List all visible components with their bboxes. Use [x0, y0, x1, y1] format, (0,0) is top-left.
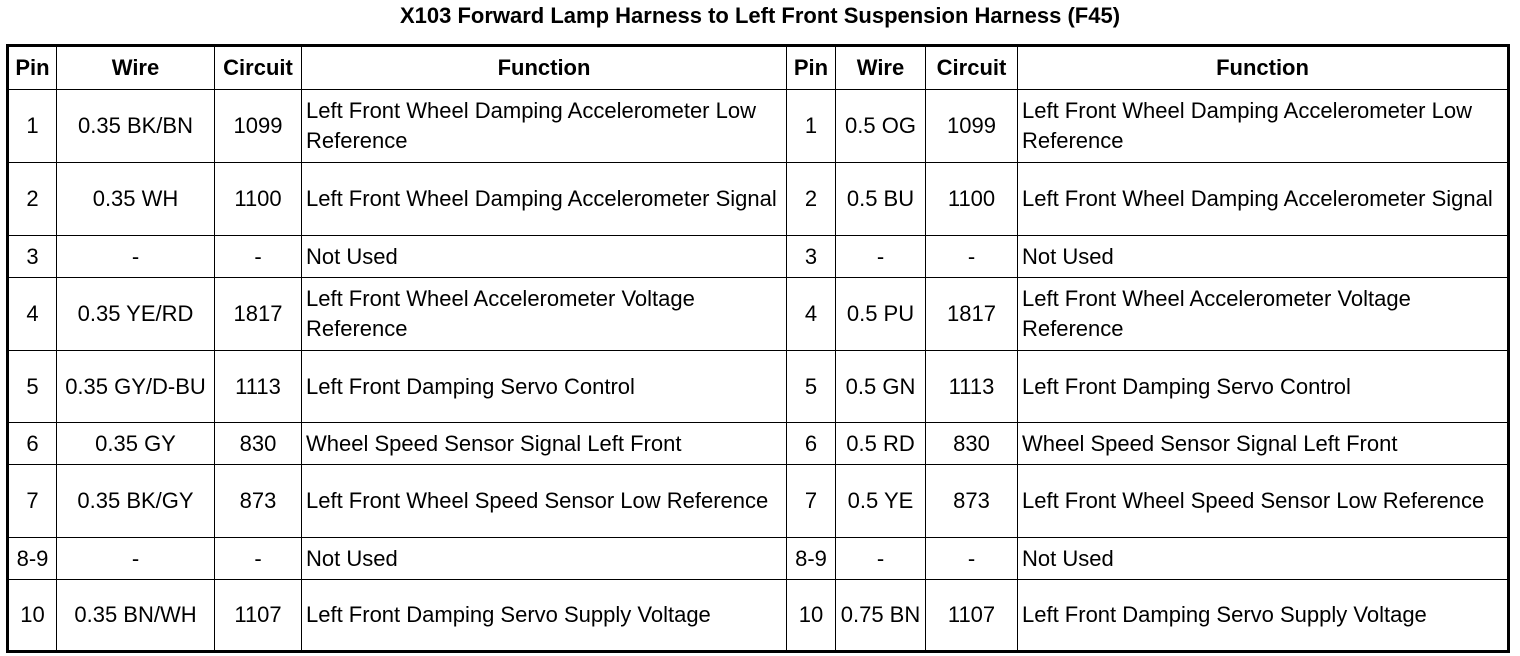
wire-cell: - — [836, 236, 926, 278]
pin-cell: 2 — [787, 163, 836, 236]
wire-cell: 0.35 BN/WH — [57, 580, 215, 652]
table-row — [8, 351, 1509, 423]
pin-cell: 2 — [8, 163, 57, 236]
circuit-cell: 1099 — [215, 90, 302, 163]
circuit-cell: 1817 — [215, 278, 302, 351]
circuit-cell: 830 — [926, 423, 1018, 465]
col-header-circuit: Circuit — [215, 46, 302, 90]
table-row — [8, 236, 1509, 278]
wire-cell: - — [836, 538, 926, 580]
function-cell: Left Front Damping Servo Control — [302, 351, 787, 423]
wire-cell: - — [57, 538, 215, 580]
circuit-cell: 873 — [926, 465, 1018, 538]
pin-cell: 4 — [787, 278, 836, 351]
function-cell: Left Front Wheel Damping Accelerometer Low Reference — [1018, 90, 1509, 163]
table-row — [8, 465, 1509, 538]
function-cell: Left Front Damping Servo Control — [1018, 351, 1509, 423]
function-cell: Left Front Wheel Damping Accelerometer Signal — [1018, 163, 1509, 236]
pin-cell: 8-9 — [8, 538, 57, 580]
page-title: X103 Forward Lamp Harness to Left Front Suspension Harness (F45) — [399, 3, 1121, 28]
wire-cell: 0.35 GY — [57, 423, 215, 465]
function-cell: Left Front Wheel Accelerometer Voltage Reference — [1018, 278, 1509, 351]
function-cell: Left Front Wheel Damping Accelerometer Low Reference — [302, 90, 787, 163]
function-cell: Left Front Wheel Speed Sensor Low Reference — [302, 465, 787, 538]
pin-cell: 5 — [787, 351, 836, 423]
table-row — [8, 580, 1509, 652]
table-row — [8, 538, 1509, 580]
pin-cell: 1 — [787, 90, 836, 163]
col-header-wire: Wire — [57, 46, 215, 90]
circuit-cell: 873 — [215, 465, 302, 538]
wire-cell: 0.5 OG — [836, 90, 926, 163]
circuit-cell: - — [215, 538, 302, 580]
circuit-cell: - — [926, 236, 1018, 278]
function-cell: Left Front Damping Servo Supply Voltage — [1018, 580, 1509, 652]
wire-cell: 0.35 YE/RD — [57, 278, 215, 351]
function-cell: Not Used — [302, 538, 787, 580]
circuit-cell: - — [215, 236, 302, 278]
circuit-cell: 1100 — [926, 163, 1018, 236]
pin-cell: 7 — [8, 465, 57, 538]
circuit-cell: 1107 — [215, 580, 302, 652]
function-cell: Wheel Speed Sensor Signal Left Front — [1018, 423, 1509, 465]
function-cell: Left Front Wheel Damping Accelerometer Signal — [302, 163, 787, 236]
pin-cell: 1 — [8, 90, 57, 163]
function-cell: Left Front Wheel Accelerometer Voltage Reference — [302, 278, 787, 351]
wire-cell: 0.35 BK/GY — [57, 465, 215, 538]
circuit-cell: 830 — [215, 423, 302, 465]
table-row — [8, 423, 1509, 465]
col-header-wire: Wire — [836, 46, 926, 90]
wire-cell: 0.5 YE — [836, 465, 926, 538]
pin-cell: 7 — [787, 465, 836, 538]
wire-cell: 0.5 BU — [836, 163, 926, 236]
connector-pinout-table — [6, 44, 1510, 653]
col-header-pin: Pin — [787, 46, 836, 90]
pin-cell: 8-9 — [787, 538, 836, 580]
table-row — [8, 278, 1509, 351]
col-header-circuit: Circuit — [926, 46, 1018, 90]
circuit-cell: 1817 — [926, 278, 1018, 351]
wire-cell: 0.5 GN — [836, 351, 926, 423]
wire-cell: 0.5 PU — [836, 278, 926, 351]
header-row — [8, 46, 1509, 90]
col-header-function: Function — [302, 46, 787, 90]
pin-cell: 5 — [8, 351, 57, 423]
pin-cell: 3 — [787, 236, 836, 278]
pin-cell: 4 — [8, 278, 57, 351]
function-cell: Wheel Speed Sensor Signal Left Front — [302, 423, 787, 465]
circuit-cell: 1100 — [215, 163, 302, 236]
wire-cell: 0.5 RD — [836, 423, 926, 465]
wire-cell: 0.35 WH — [57, 163, 215, 236]
table-row — [8, 163, 1509, 236]
pin-cell: 6 — [8, 423, 57, 465]
table-row — [8, 90, 1509, 163]
circuit-cell: 1107 — [926, 580, 1018, 652]
circuit-cell: - — [926, 538, 1018, 580]
pin-cell: 10 — [787, 580, 836, 652]
col-header-pin: Pin — [8, 46, 57, 90]
wire-cell: 0.75 BN — [836, 580, 926, 652]
function-cell: Left Front Wheel Speed Sensor Low Reference — [1018, 465, 1509, 538]
wire-cell: 0.35 GY/D-BU — [57, 351, 215, 423]
pin-cell: 3 — [8, 236, 57, 278]
wire-cell: - — [57, 236, 215, 278]
circuit-cell: 1113 — [926, 351, 1018, 423]
circuit-cell: 1099 — [926, 90, 1018, 163]
wire-cell: 0.35 BK/BN — [57, 90, 215, 163]
function-cell: Left Front Damping Servo Supply Voltage — [302, 580, 787, 652]
function-cell: Not Used — [302, 236, 787, 278]
circuit-cell: 1113 — [215, 351, 302, 423]
pin-cell: 10 — [8, 580, 57, 652]
pin-cell: 6 — [787, 423, 836, 465]
function-cell: Not Used — [1018, 538, 1509, 580]
col-header-function: Function — [1018, 46, 1509, 90]
function-cell: Not Used — [1018, 236, 1509, 278]
